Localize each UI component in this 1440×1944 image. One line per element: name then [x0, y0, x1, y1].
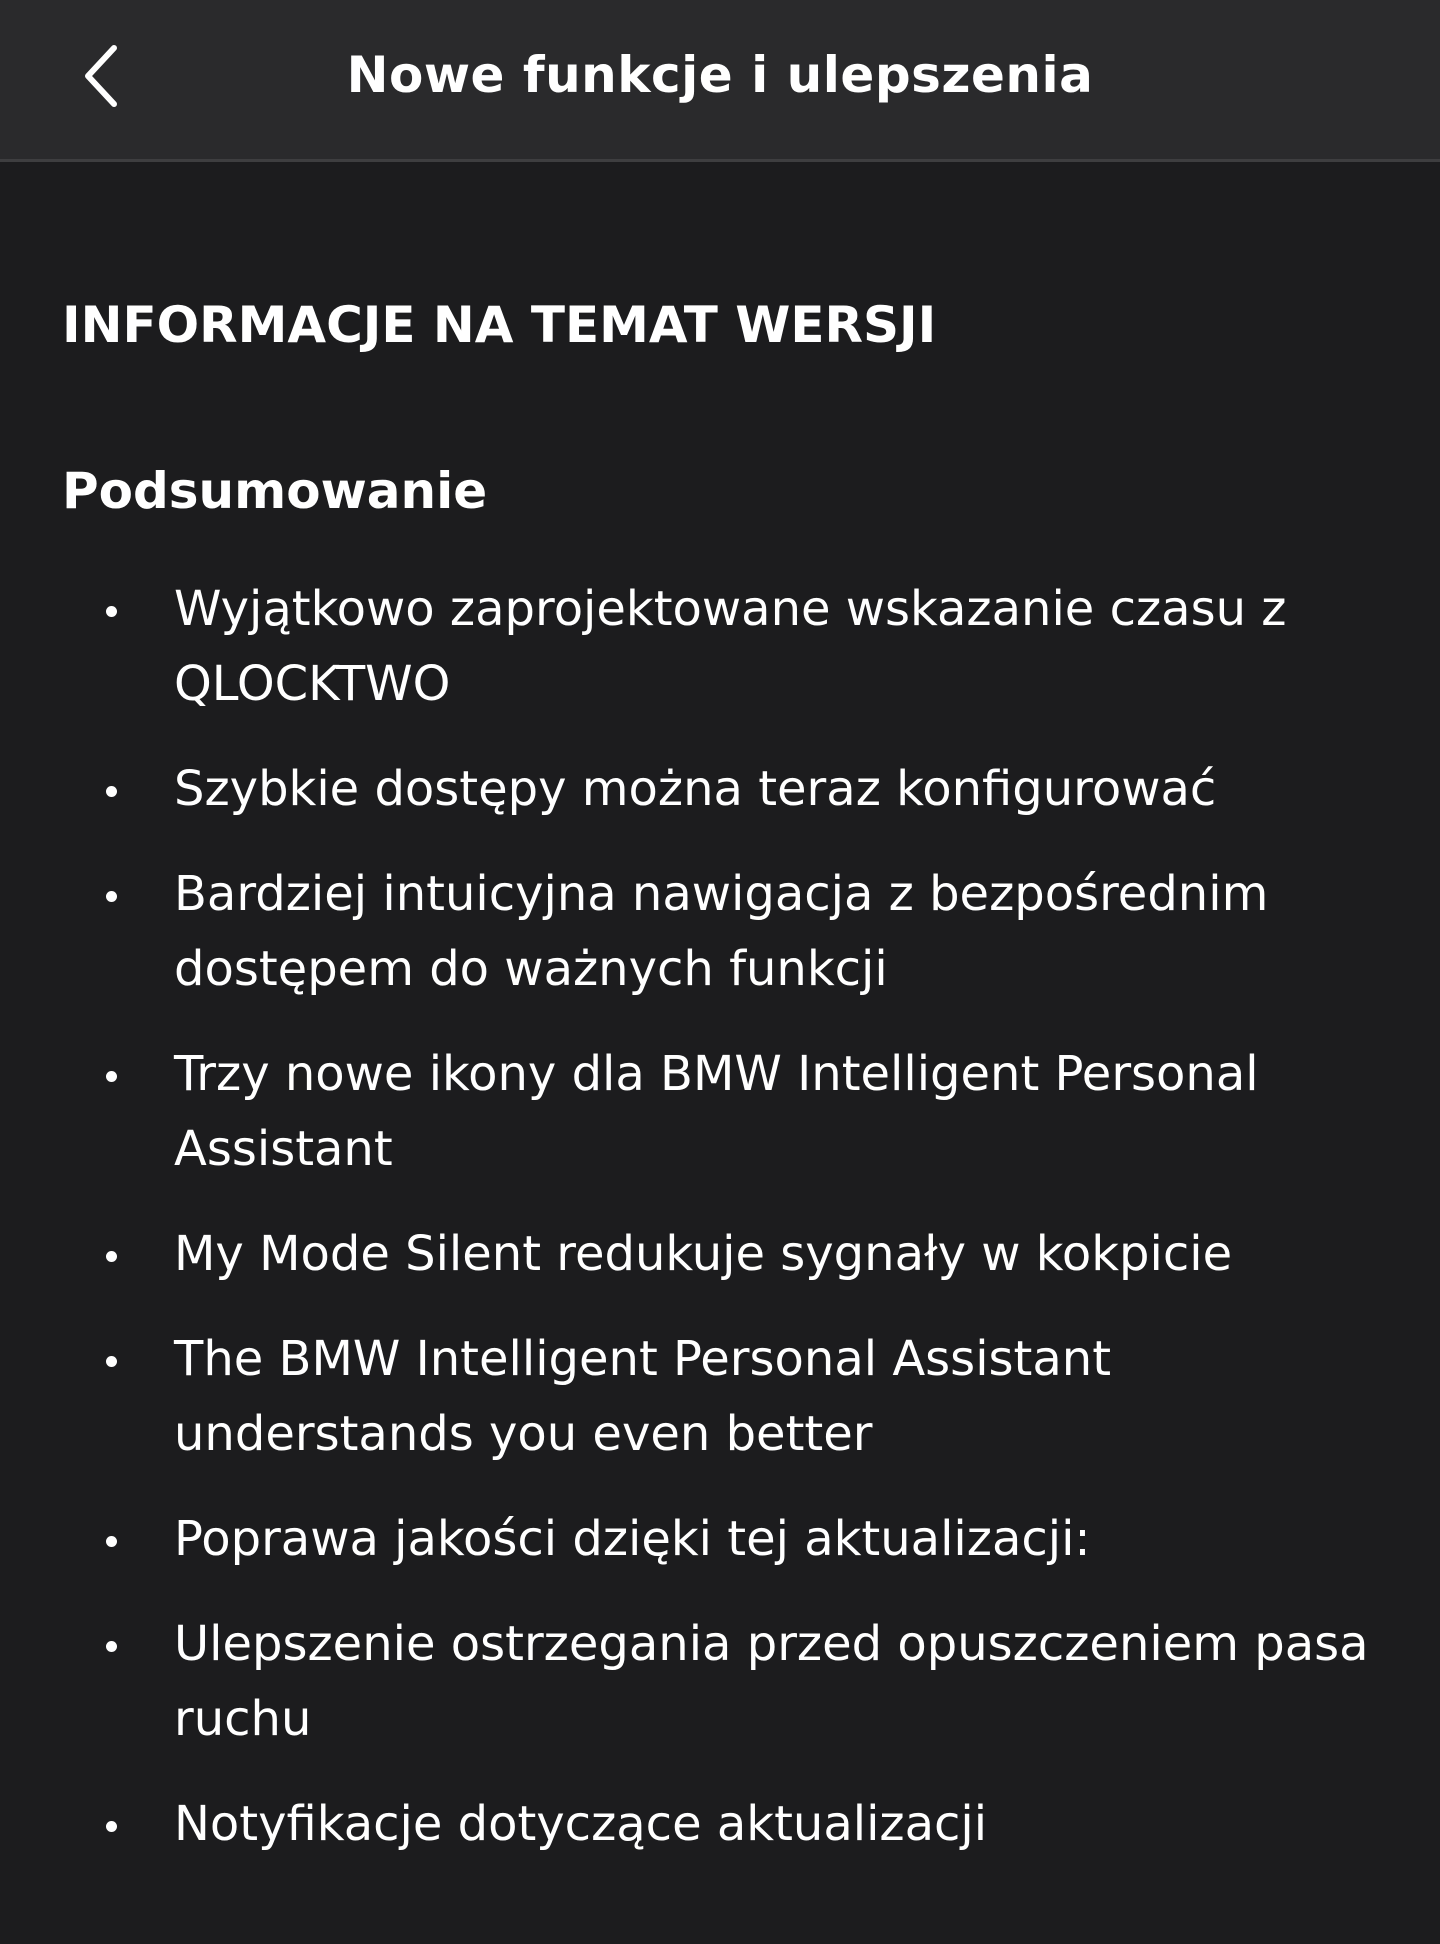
page-title: Nowe funkcje i ulepszenia — [346, 46, 1094, 104]
list-item-text: Wyjątkowo zaprojektowane wskazanie czasu z QLOCKTWO — [174, 581, 1287, 712]
list-item — [62, 1607, 1380, 1757]
list-item — [62, 1217, 1380, 1292]
list-item — [62, 857, 1380, 1007]
list-item-text: Trzy nowe ikony dla BMW Intelligent Personal Assistant — [174, 1046, 1259, 1177]
bullet-icon — [106, 606, 117, 617]
bullet-icon — [106, 786, 117, 797]
list-item — [62, 752, 1380, 827]
list-item — [62, 1037, 1380, 1187]
bullet-icon — [106, 1071, 117, 1082]
list-item-text: Bardziej intuicyjna nawigacja z bezpośrednim dostępem do ważnych funkcji — [174, 866, 1269, 997]
list-item — [62, 1787, 1380, 1862]
summary-heading: Podsumowanie — [62, 462, 488, 520]
list-item — [62, 1502, 1380, 1577]
bullet-icon — [106, 1536, 117, 1547]
bullet-icon — [106, 1641, 117, 1652]
list-item-text: Ulepszenie ostrzegania przed opuszczeniem pasa ruchu — [174, 1616, 1369, 1747]
list-item-text: Szybkie dostępy można teraz konfigurować — [174, 761, 1217, 817]
bullet-icon — [106, 1356, 117, 1367]
list-item-text: Poprawa jakości dzięki tej aktualizacji: — [174, 1511, 1091, 1567]
top-bar — [0, 0, 1440, 162]
bullet-icon — [106, 891, 117, 902]
list-item-text: My Mode Silent redukuje sygnały w kokpicie — [174, 1226, 1233, 1282]
list-item — [62, 572, 1380, 722]
section-heading: INFORMACJE NA TEMAT WERSJI — [62, 296, 937, 354]
list-item-text: Notyfikacje dotyczące aktualizacji — [174, 1796, 988, 1852]
list-item-text: The BMW Intelligent Personal Assistant understands you even better — [174, 1331, 1112, 1462]
bullet-icon — [106, 1821, 117, 1832]
list-item — [62, 1322, 1380, 1472]
feature-list — [62, 572, 1382, 1892]
bullet-icon — [106, 1251, 117, 1262]
